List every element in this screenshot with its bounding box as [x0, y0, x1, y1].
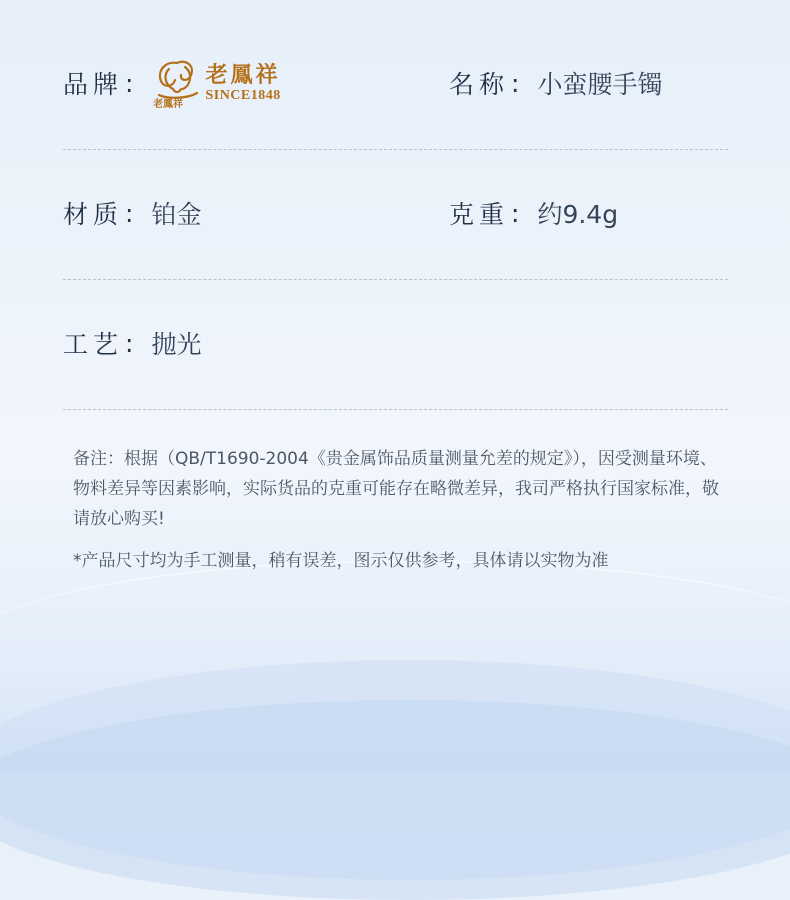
background-wave [0, 660, 790, 880]
brand-logo-since: SINCE1848 [205, 88, 281, 103]
spec-name [449, 20, 662, 146]
weight-colon: : [511, 198, 520, 228]
craft-colon: : [125, 328, 134, 358]
name-value: 小蛮腰手镯 [537, 70, 663, 99]
craft-value: 抛光 [151, 330, 202, 359]
spec-row-craft [63, 280, 728, 410]
background-wave-line [0, 560, 790, 742]
brand-logo [151, 53, 280, 113]
weight-label: 克重 [449, 200, 510, 229]
background-wave [0, 700, 790, 900]
spec-material [63, 150, 201, 276]
name-colon: : [511, 68, 520, 98]
notes-section [73, 444, 733, 576]
material-label: 材质 [63, 200, 124, 229]
spec-row-material-weight [63, 150, 728, 280]
remark-text: 备注：根据（QB/T1690-2004《贵金属饰品质量测量允差的规定》），因受测量环境、物料差异等因素影响，实际货品的克重可能存在略微差异，我司严格执行国家标准，敬请放心购买! [73, 449, 719, 529]
material-colon: : [125, 198, 134, 228]
dashed-divider [63, 409, 728, 410]
spec-brand [63, 20, 281, 146]
phoenix-emblem-icon [151, 55, 203, 111]
footnote-text: *产品尺寸均为手工测量，稍有误差，图示仅供参考，具体请以实物为准 [73, 551, 609, 571]
craft-label: 工艺 [63, 330, 124, 359]
weight-value: 约9.4g [537, 200, 619, 229]
brand-label: 品牌 [63, 70, 124, 99]
material-value: 铂金 [151, 200, 202, 229]
emblem-mini-text: 老鳳祥 [153, 99, 184, 110]
spec-weight [449, 150, 618, 276]
brand-logo-text [205, 62, 280, 104]
spec-craft [63, 280, 201, 406]
brand-logo-chinese: 老鳳祥 [205, 62, 281, 88]
brand-colon: : [125, 68, 134, 98]
spec-row-brand-name [63, 20, 728, 150]
name-label: 名称 [449, 70, 510, 99]
